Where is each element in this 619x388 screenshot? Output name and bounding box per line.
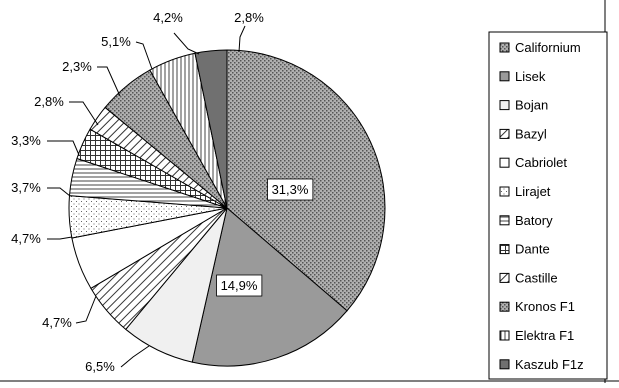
leader-line-cabriolet xyxy=(47,237,72,239)
data-label-kaszub-f1z: 2,8% xyxy=(234,10,264,25)
data-label-kronos-f1: 5,1% xyxy=(101,34,131,49)
legend-swatch-kaszub-f1z xyxy=(500,360,509,369)
legend-swatch-bojan xyxy=(500,101,509,110)
legend-label-elektra-f1: Elektra F1 xyxy=(515,328,575,343)
leader-line-lirajet xyxy=(47,188,70,196)
legend-swatch-elektra-f1 xyxy=(500,331,509,340)
leader-line-kaszub-f1z xyxy=(239,26,245,52)
leader-line-dante xyxy=(69,102,98,125)
data-label-elektra-f1: 4,2% xyxy=(153,10,183,25)
legend-swatch-lisek xyxy=(500,72,509,81)
legend-label-lirajet: Lirajet xyxy=(515,184,551,199)
legend-swatch-kronos-f1 xyxy=(500,302,509,311)
leader-line-kronos-f1 xyxy=(136,42,152,69)
legend-swatch-lirajet xyxy=(500,187,509,196)
legend-label-castille: Castille xyxy=(515,270,558,286)
leader-line-elektra-f1 xyxy=(174,33,199,54)
legend-box xyxy=(489,32,607,379)
data-label-castille: 2,3% xyxy=(62,59,92,74)
legend-label-bojan: Bojan xyxy=(515,97,549,113)
leader-line-castille xyxy=(97,67,120,96)
legend-label-kronos-f1: Kronos F1 xyxy=(515,299,575,315)
data-label-lisek: 14,9% xyxy=(220,278,258,293)
legend-swatch-californium xyxy=(500,43,509,52)
data-label-dante: 2,8% xyxy=(34,94,64,109)
legend-label-bazyl: Bazyl xyxy=(515,126,547,142)
legend-swatch-cabriolet xyxy=(500,158,509,167)
legend-label-californium: Californium xyxy=(515,40,581,55)
legend-swatch-dante xyxy=(500,245,509,254)
legend-label-kaszub-f1z: Kaszub F1z xyxy=(515,356,584,372)
leader-line-bojan xyxy=(121,346,149,367)
legend-swatch-batory xyxy=(500,216,509,225)
legend-label-lisek: Lisek xyxy=(515,68,546,84)
legend-label-cabriolet: Cabriolet xyxy=(515,155,568,171)
data-label-batory: 3,3% xyxy=(11,133,41,148)
legend xyxy=(489,32,607,379)
pie-slices xyxy=(69,50,385,366)
data-label-bojan: 6,5% xyxy=(85,359,115,374)
legend-swatch-castille xyxy=(500,273,509,282)
data-label-lirajet: 3,7% xyxy=(11,180,41,195)
leader-line-bazyl xyxy=(76,296,96,323)
legend-label-dante: Dante xyxy=(515,241,550,257)
data-label-californium: 31,3% xyxy=(271,182,309,197)
legend-swatch-bazyl xyxy=(500,129,509,138)
data-label-cabriolet: 4,7% xyxy=(11,231,41,246)
data-label-bazyl: 4,7% xyxy=(42,315,72,330)
leader-line-batory xyxy=(47,141,79,155)
legend-label-batory: Batory xyxy=(515,212,553,228)
